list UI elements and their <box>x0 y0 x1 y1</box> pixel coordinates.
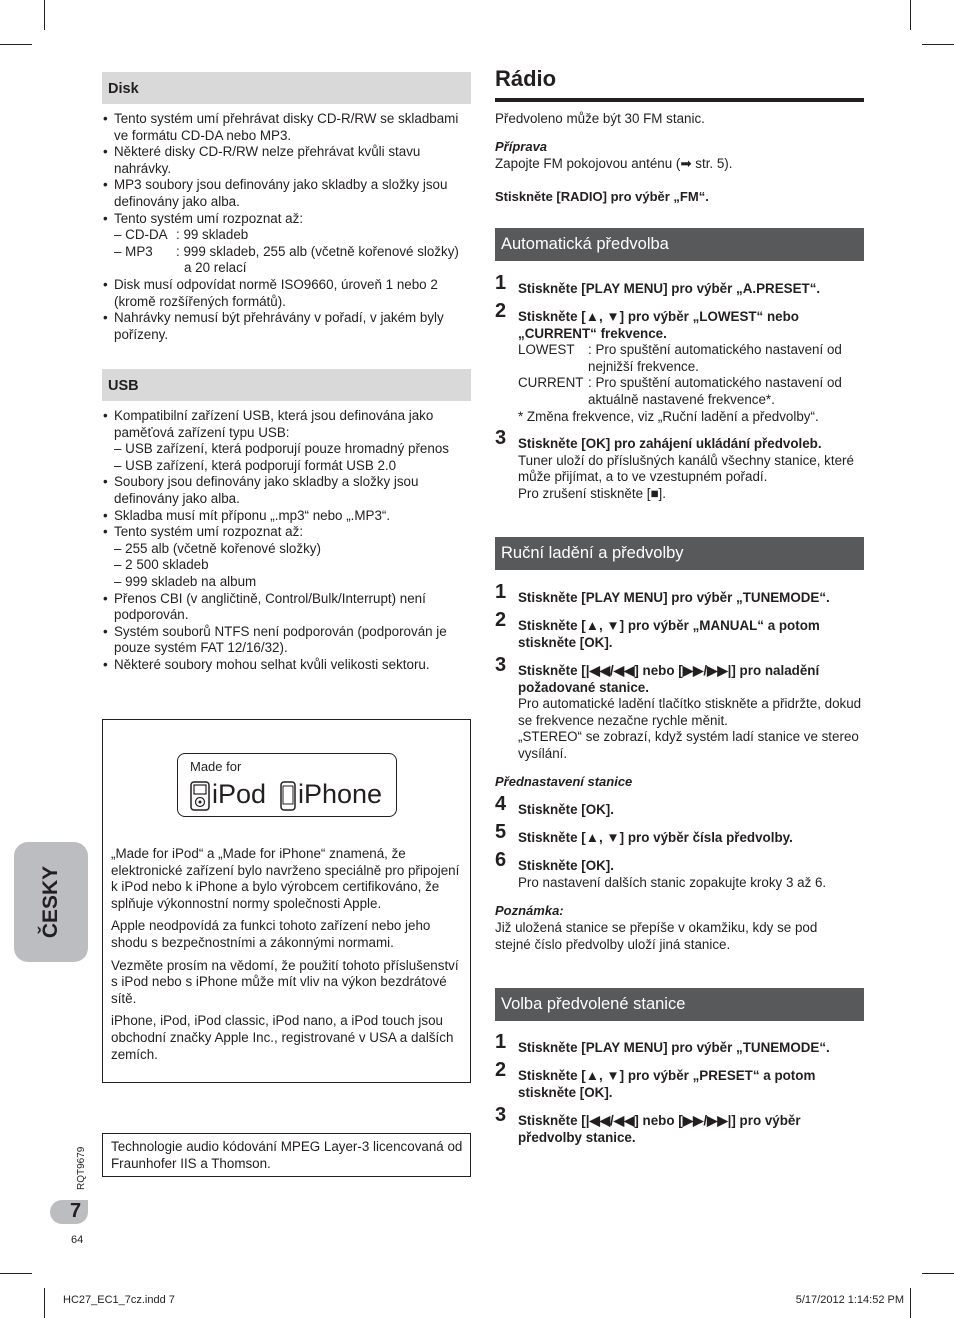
list-item: • Některé disky CD-R/RW nelze přehrávat kvůli stavu nahrávky. <box>102 144 472 177</box>
step-number: 2 <box>495 1059 507 1081</box>
cdda-value: : 99 skladeb <box>176 227 249 243</box>
language-tab <box>14 842 88 962</box>
step-detail: Pro automatické ladění tlačítko stiskněte a přidržte, dokud se frekvence nezačne rychle měnit. <box>518 696 862 728</box>
mp3-row <box>114 244 472 261</box>
page-number: 7 <box>70 1200 82 1222</box>
step-number: 1 <box>495 1031 507 1053</box>
mpeg-note: Technologie audio kódování MPEG Layer-3 licencovaná od Fraunhofer IIS a Thomson. <box>111 1139 463 1171</box>
step-text: Stiskněte [PLAY MENU] pro výběr „A.PRESET“. <box>518 281 821 296</box>
manual-step-1 <box>495 581 865 607</box>
apple-info-box <box>102 719 471 1083</box>
current-value: : Pro spuštění automatického nastavení od aktuálně nastavené frekvence*. <box>588 375 842 407</box>
prep-label: Příprava <box>495 139 548 154</box>
manual-step-5 <box>495 821 865 847</box>
step-number: 4 <box>495 793 507 815</box>
lowest-key: LOWEST <box>518 342 575 358</box>
list-item <box>102 524 472 590</box>
badge-made-for: Made for <box>190 759 242 774</box>
step-text: Stiskněte [|◀◀/◀◀] nebo [▶▶/▶▶|] pro výběr předvolby stanice. <box>518 1113 801 1145</box>
crop-mark <box>910 0 911 30</box>
list-item: • Nahrávky nemusí být přehrávány v pořadí, v jakém byly pořízeny. <box>102 310 472 343</box>
step-text: Stiskněte [OK] pro zahájení ukládání předvoleb. <box>518 436 822 451</box>
manual-step-3 <box>495 654 865 763</box>
step-text: Stiskněte [PLAY MENU] pro výběr „TUNEMODE“. <box>518 590 830 605</box>
step-number: 2 <box>495 609 507 631</box>
title-rule <box>495 98 864 102</box>
apple-paragraph: „Made for iPod“ a „Made for iPhone“ znamená, že elektronické zařízení bylo navrženo speciálně pro připojení k iPod nebo k iPhone a bylo výrobcem certifikováno, že splňuje výkonnostní normy společnosti Apple. <box>111 846 460 911</box>
usb-heading: USB <box>102 369 471 401</box>
list-item: • Některé soubory mohou selhat kvůli velikosti sektoru. <box>102 657 472 674</box>
iphone-icon <box>280 781 296 811</box>
crop-mark <box>922 44 954 45</box>
lowest-value: : Pro spuštění automatického nastavení od nejnižší frekvence. <box>588 342 842 374</box>
step-text: Stiskněte [▲, ▼] pro výběr čísla předvolby. <box>518 830 793 845</box>
sub-item: – USB zařízení, která podporují pouze hromadný přenos <box>114 441 449 457</box>
list-item: • MP3 soubory jsou definovány jako skladby a složky jsou definovány jako alba. <box>102 177 472 210</box>
sub-item: – 999 skladeb na album <box>114 573 257 589</box>
page-code: RQT9679 <box>76 1146 87 1190</box>
step-number: 1 <box>495 581 507 603</box>
select-step-1 <box>495 1031 865 1057</box>
apple-paragraph: Apple neodpovídá za funkci tohoto zařízení nebo jeho shodu s bezpečnostními a zákonnými normami. <box>111 918 431 950</box>
auto-step-1 <box>495 272 865 298</box>
step-number: 1 <box>495 272 507 294</box>
language-tab-label: ČESKY <box>39 865 62 939</box>
list-item <box>102 408 472 474</box>
list-item: • Přenos CBI (v angličtině, Control/Bulk/Interrupt) není podporován. <box>102 591 472 624</box>
badge-iphone: iPhone <box>298 779 383 809</box>
footer-timestamp: 5/17/2012 1:14:52 PM <box>795 1294 904 1306</box>
crop-mark <box>44 0 45 30</box>
usb-list <box>102 408 472 674</box>
crop-mark <box>0 44 32 45</box>
manual-step-4 <box>495 793 865 819</box>
step-number: 3 <box>495 427 507 449</box>
page-number-badge <box>50 1200 88 1224</box>
step-text: Stiskněte [OK]. <box>518 858 614 873</box>
step-text: Stiskněte [OK]. <box>518 802 614 817</box>
note-text: Již uložená stanice se přepíše v okamžiku, kdy se pod stejné číslo předvolby uloží jiná stanice. <box>495 920 818 952</box>
list-item: • Systém souborů NTFS není podporován (podporován je pouze systém FAT 12/16/32). <box>102 624 472 657</box>
mp3-key: – MP3 <box>114 243 153 259</box>
manual-heading: Ruční ladění a předvolby <box>495 537 864 570</box>
intro-text: Předvoleno může být 30 FM stanic. <box>495 111 705 126</box>
crop-mark <box>922 1273 954 1274</box>
auto-preset-heading: Automatická předvolba <box>495 228 864 261</box>
apple-paragraph: Vezměte prosím na vědomí, že použití tohoto příslušenství s iPod nebo s iPhone může mít vliv na výkon bezdrátové sítě. <box>111 957 459 1006</box>
manual-step-2 <box>495 609 865 651</box>
step-text: Stiskněte [PLAY MENU] pro výběr „TUNEMODE“. <box>518 1040 830 1055</box>
disk-list <box>102 111 472 343</box>
step-number: 2 <box>495 300 507 322</box>
step-text: Stiskněte [▲, ▼] pro výběr „LOWEST“ nebo „CURRENT“ frekvence. <box>518 309 799 341</box>
step-number: 3 <box>495 654 507 676</box>
sub-item: – 255 alb (včetně kořenové složky) <box>114 540 321 556</box>
mp3-value: : 999 skladeb, 255 alb (včetně kořenové složky) <box>176 243 459 259</box>
sub-item: – USB zařízení, která podporují formát USB 2.0 <box>114 457 397 473</box>
prep-text: Zapojte FM pokojovou anténu (➡ str. 5). <box>495 156 733 171</box>
step-text: Stiskněte [▲, ▼] pro výběr „MANUAL“ a potom stiskněte [OK]. <box>518 618 820 650</box>
step-detail: Tuner uloží do příslušných kanálů všechny stanice, které může přijímat, a to ve vzestupném pořadí. <box>518 452 854 485</box>
crop-mark <box>0 1273 32 1274</box>
crop-mark <box>910 1288 911 1318</box>
crop-mark <box>44 1288 45 1318</box>
cdda-key: – CD-DA <box>114 227 168 243</box>
step-text: Stiskněte [▲, ▼] pro výběr „PRESET“ a potom stiskněte [OK]. <box>518 1068 816 1100</box>
sub-item: – 2 500 skladeb <box>114 557 209 573</box>
current-key: CURRENT <box>518 375 584 391</box>
badge-ipod: iPod <box>212 779 267 809</box>
apple-text <box>111 846 467 1069</box>
footnote: * Změna frekvence, viz „Ruční ladění a předvolby“. <box>518 408 819 424</box>
list-item <box>102 211 472 277</box>
mpeg-note-box <box>102 1133 471 1177</box>
step-text: Stiskněte [|◀◀/◀◀] nebo [▶▶/▶▶|] pro naladění požadované stanice. <box>518 663 820 695</box>
auto-step-3 <box>495 427 865 502</box>
apple-paragraph: iPhone, iPod, iPod classic, iPod nano, a iPod touch jsou obchodní značky Apple Inc., registrované v USA a dalších zemích. <box>111 1013 454 1062</box>
ipod-icon <box>190 781 210 811</box>
step-detail: Pro nastavení dalších stanic zopakujte kroky 3 až 6. <box>518 874 827 890</box>
page-number-small: 64 <box>71 1234 84 1246</box>
disk-heading: Disk <box>102 72 471 104</box>
step-number: 3 <box>495 1104 507 1126</box>
radio-step: Stiskněte [RADIO] pro výběr „FM“. <box>495 189 709 204</box>
footer-filename: HC27_EC1_7cz.indd 7 <box>63 1294 175 1306</box>
list-item: • Skladba musí mít příponu „.mp3“ nebo „.MP3“. <box>102 508 472 525</box>
list-item: • Tento systém umí přehrávat disky CD-R/RW se skladbami ve formátu CD-DA nebo MP3. <box>102 111 472 144</box>
lowest-row <box>518 342 865 375</box>
list-item-text: Tento systém umí rozpoznat až: <box>114 210 304 226</box>
current-row <box>518 375 865 408</box>
list-item-text: Kompatibilní zařízení USB, která jsou definována jako paměťová zařízení typu USB: <box>114 408 434 440</box>
page-title: Rádio <box>495 66 557 91</box>
select-step-3 <box>495 1104 865 1146</box>
made-for-ipod-iphone-badge <box>177 753 397 817</box>
step-number: 5 <box>495 821 507 843</box>
note-label: Poznámka: <box>495 903 564 918</box>
mp3-value-cont: a 20 relací <box>184 260 247 276</box>
manual-step-6 <box>495 849 865 891</box>
select-preset-heading: Volba předvolené stanice <box>495 988 864 1021</box>
step-detail: „STEREO“ se zobrazí, když systém ladí stanice ve stereo vysílání. <box>518 729 859 761</box>
cdda-row <box>114 227 472 244</box>
auto-step-2 <box>495 300 865 425</box>
list-item: • Disk musí odpovídat normě ISO9660, úroveň 1 nebo 2 (kromě rozšířených formátů). <box>102 277 472 310</box>
preset-label: Přednastavení stanice <box>495 774 633 789</box>
list-item-text: Tento systém umí rozpoznat až: <box>114 524 304 540</box>
step-number: 6 <box>495 849 507 871</box>
step-detail: Pro zrušení stiskněte [■]. <box>518 485 667 501</box>
list-item: • Soubory jsou definovány jako skladby a složky jsou definovány jako alba. <box>102 474 472 507</box>
select-step-2 <box>495 1059 865 1101</box>
